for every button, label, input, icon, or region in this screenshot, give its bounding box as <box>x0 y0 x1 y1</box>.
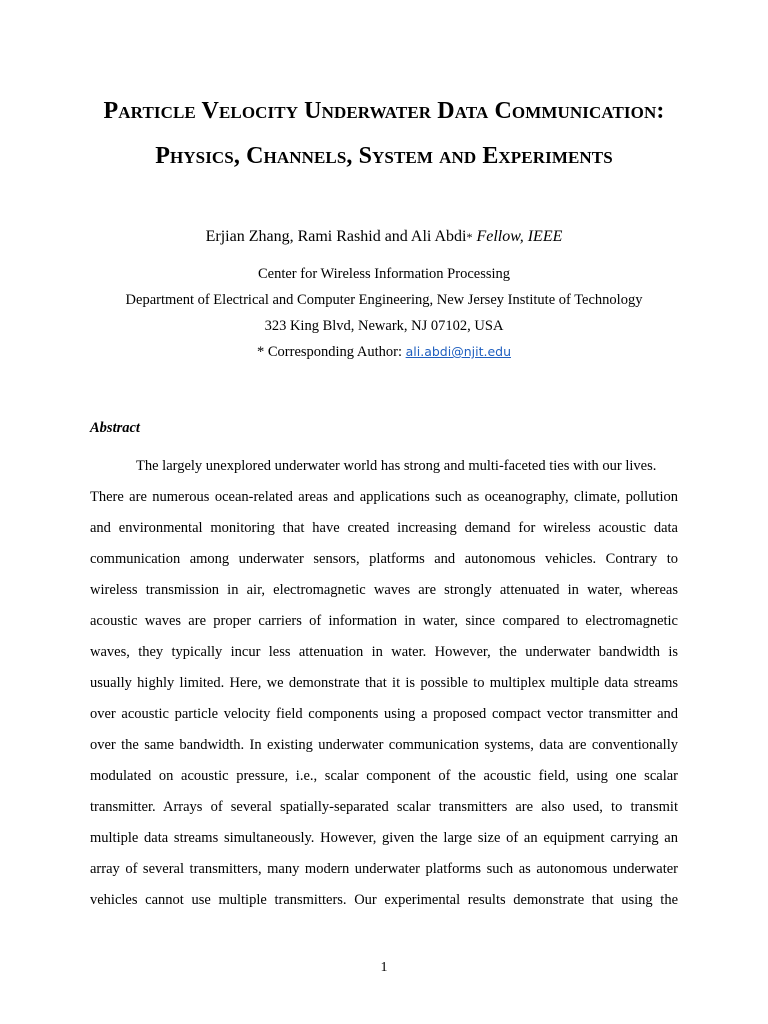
abstract-line: over the same bandwidth. In existing underwater communication systems, data are conventionally <box>90 737 678 753</box>
abstract-line: and environmental monitoring that have created increasing demand for wireless acoustic data <box>90 520 678 536</box>
abstract-line: array of several transmitters, many modern underwater platforms such as autonomous underwater <box>90 861 678 877</box>
affiliation-address: 323 King Blvd, Newark, NJ 07102, USA <box>264 318 504 334</box>
abstract-line: vehicles cannot use multiple transmitters. Our experimental results demonstrate that using the <box>90 892 678 908</box>
abstract-line: communication among underwater sensors, platforms and autonomous vehicles. Contrary to <box>90 551 678 567</box>
abstract-line: There are numerous ocean-related areas and applications such as oceanography, climate, pollution <box>90 489 678 505</box>
page-number: 1 <box>380 960 388 975</box>
abstract-line: multiple data streams simultaneously. However, given the large size of an equipment carrying an <box>90 830 678 846</box>
abstract-line: modulated on acoustic pressure, i.e., scalar component of the acoustic field, using one scalar <box>90 768 678 784</box>
abstract-heading: Abstract <box>90 420 140 436</box>
paper-title-line-1: Particle Velocity Underwater Data Communication: <box>103 98 665 124</box>
abstract-line: acoustic waves are proper carriers of information in water, since compared to electromagnetic <box>90 613 678 629</box>
affiliation-department: Department of Electrical and Computer Engineering, New Jersey Institute of Technology <box>125 292 643 308</box>
corresponding-label: * Corresponding Author: <box>257 344 402 360</box>
abstract-line: waves, they typically incur less attenuation in water. However, the underwater bandwidth is <box>90 644 678 660</box>
corresponding-author <box>0 344 768 361</box>
affiliation-center: Center for Wireless Information Processing <box>257 266 511 282</box>
paper-title-line-2: Physics, Channels, System and Experiments <box>155 143 613 169</box>
abstract-line: The largely unexplored underwater world has strong and multi-faceted ties with our lives. <box>136 458 657 474</box>
author-line <box>0 228 768 246</box>
abstract-line: usually highly limited. Here, we demonstrate that it is possible to multiplex multiple data streams <box>90 675 678 691</box>
abstract-line: over acoustic particle velocity field components using a proposed compact vector transmitter and <box>90 706 678 722</box>
abstract-line: transmitter. Arrays of several spatially-separated scalar transmitters are also used, to transmit <box>90 799 678 815</box>
author-names: Erjian Zhang, Rami Rashid and Ali Abdi <box>205 228 467 245</box>
corresponding-star: * <box>466 230 473 244</box>
email-link[interactable]: ali.abdi@njit.edu <box>405 344 511 359</box>
abstract-line: wireless transmission in air, electromagnetic waves are strongly attenuated in water, whereas <box>90 582 678 598</box>
author-suffix: Fellow, IEEE <box>476 228 563 245</box>
